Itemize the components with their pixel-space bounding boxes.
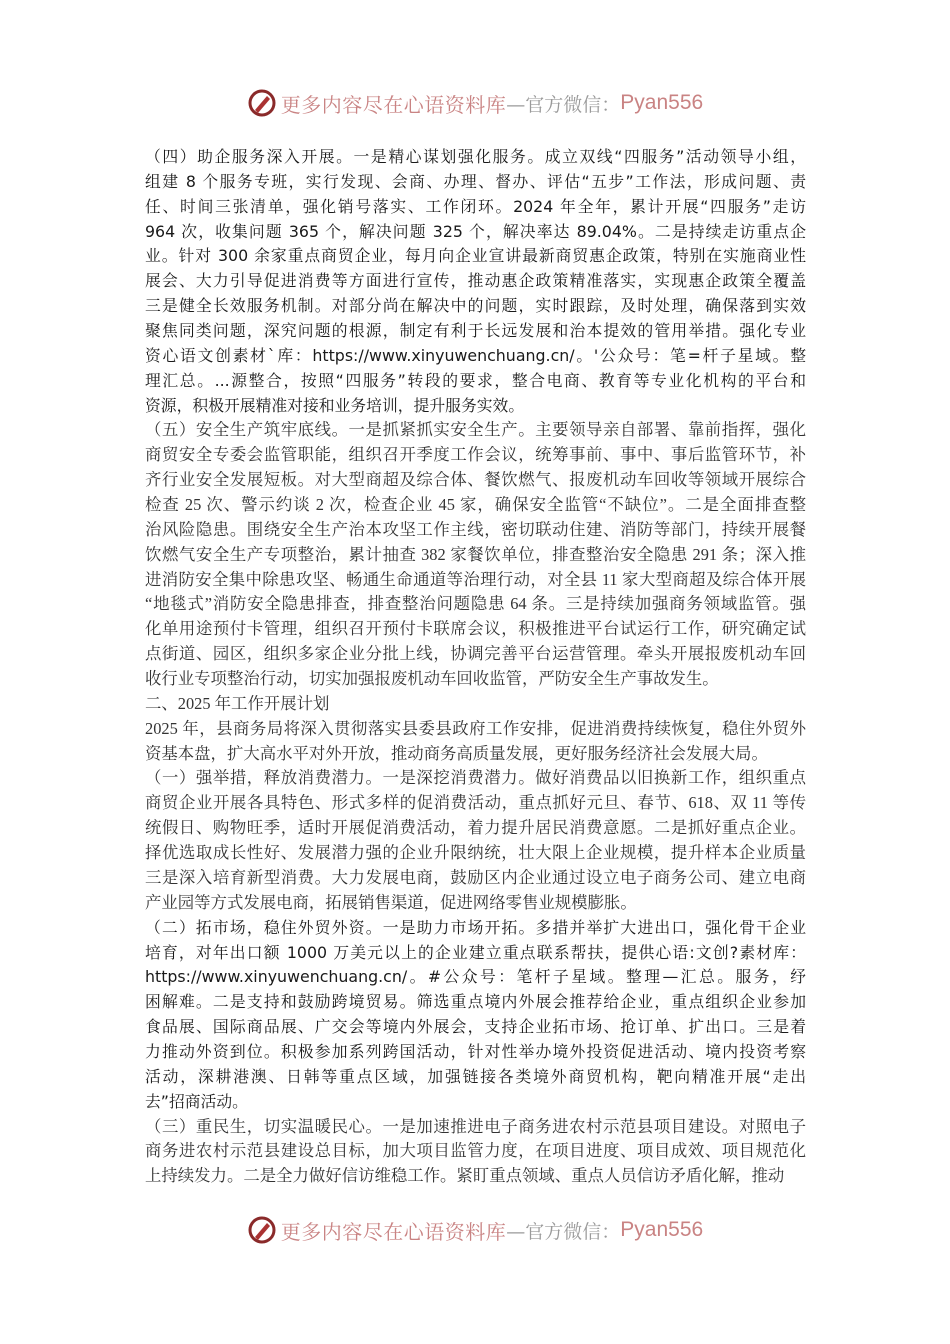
text-line: 上持续发力。二是全力做好信访维稳工作。紧盯重点领域、重点人员信访矛盾化解，推动: [145, 1166, 785, 1186]
text-line: “地毯式”消防安全隐患排查，排查整治问题隐患 64 条。三是持续加强商务领域监管。强: [145, 594, 806, 614]
text-line: 困解难。二是支持和鼓励跨境贸易。筛选重点境内外展会推荐给企业，重点组织企业参加: [145, 992, 806, 1012]
text-line: 商贸安全专委会监管职能，组织召开季度工作会议，统筹事前、事中、事后监管环节，补: [145, 445, 806, 465]
text-line: 964 次，收集问题 365 个，解决问题 325 个，解决率达 89.04%。二是持续走访重点企: [145, 221, 806, 241]
pen-logo-icon: [247, 88, 277, 118]
text-line: （二）拓市场，稳住外贸外资。一是助力市场开拓。多措并举扩大进出口，强化骨干企业: [145, 917, 806, 937]
watermark-contact-label: —官方微信：: [506, 93, 621, 116]
text-line: 三是健全长效服务机制。对部分尚在解决中的问题，实时跟踪，及时处理，确保落到实效: [145, 296, 806, 316]
text-line: 资源，积极开展精准对接和业务培训，提升服务实效。: [145, 395, 525, 415]
document-body: [145, 145, 806, 1189]
paragraph: [145, 766, 806, 915]
paragraph: [145, 145, 806, 418]
text-line: 检查 25 次、警示约谈 2 次，检查企业 45 家，确保安全监管“不缺位”。二是全面排查整: [145, 495, 806, 515]
text-line: 二、2025 年工作开展计划: [145, 693, 330, 713]
text-line: 三是深入培育新型消费。大力发展电商，鼓励区内企业通过设立电子商务公司、建立电商: [145, 867, 806, 887]
watermark-header: [0, 85, 950, 121]
paragraph: [145, 916, 806, 1115]
watermark-contact-label: —官方微信：: [506, 1220, 621, 1243]
text-line: 点街道、园区，组织多家企业分批上线，协调完善平台运营管理。牵头开展报废机动车回: [145, 644, 806, 664]
text-line: 组建 8 个服务专班，实行发现、会商、办理、督办、评估“五步”工作法，形成问题、责: [145, 171, 806, 191]
text-line: https://www.xinyuwenchuang.cn/。#公众号：笔杆子星域。整理—汇总。服务，纾: [145, 967, 806, 987]
paragraph: [145, 1115, 806, 1190]
watermark-text: 更多内容尽在心语资料库: [280, 1219, 507, 1244]
text-line: 聚焦同类问题，深究问题的根源，制定有利于长远发展和治本提效的管用举措。强化专业: [145, 321, 806, 341]
text-line: 任、时间三张清单，强化销号落实、工作闭环。2024 年全年，累计开展“四服务”走访: [145, 196, 806, 216]
text-line: 齐行业安全发展短板。对大型商超及综合体、餐饮燃气、报废机动车回收等领域开展综合: [145, 470, 806, 490]
text-line: 去”招商活动。: [145, 1091, 248, 1111]
text-line: （三）重民生，切实温暖民心。一是加速推进电子商务进农村示范县项目建设。对照电子: [145, 1116, 806, 1136]
text-line: 统假日、购物旺季，适时开展促消费活动，着力提升居民消费意愿。二是抓好重点企业。: [145, 818, 806, 838]
text-line: 2025 年，县商务局将深入贯彻落实县委县政府工作安排，促进消费持续恢复，稳住外贸外: [145, 718, 806, 738]
pen-logo-icon: [247, 1215, 277, 1245]
text-line: 食品展、国际商品展、广交会等境内外展会，支持企业拓市场、抢订单、扩出口。三是着: [145, 1017, 806, 1037]
paragraph: [145, 692, 806, 717]
text-line: 化单用途预付卡管理，组织召开预付卡联席会议，积极推进平台试运行工作，研究确定试: [145, 619, 806, 639]
text-line: （一）强举措，释放消费潜力。一是深挖消费潜力。做好消费品以旧换新工作，组织重点: [145, 768, 806, 788]
text-line: 进消防安全集中除患攻坚、畅通生命通道等治理行动，对全县 11 家大型商超及综合体开展: [145, 569, 806, 589]
text-line: 收行业专项整治行动，切实加强报废机动车回收监管，严防安全生产事故发生。: [145, 669, 719, 689]
text-line: 择优选取成长性好、发展潜力强的企业升限纳统，壮大限上企业规模，提升样本企业质量: [145, 843, 806, 863]
text-line: 治风险隐患。围绕安全生产治本攻坚工作主线，密切联动住建、消防等部门，持续开展餐: [145, 519, 806, 539]
text-line: 活动，深耕港澳、日韩等重点区域，加强链接各类境外商贸机构，靶向精准开展“走出: [145, 1066, 806, 1086]
text-line: 培育，对年出口额 1000 万美元以上的企业建立重点联系帮扶，提供心语:文创?素材库：: [145, 942, 806, 962]
paragraph: [145, 418, 806, 691]
text-line: 饮燃气安全生产专项整治，累计抽查 382 家餐饮单位，排查整治安全隐患 291 条；深入推: [145, 544, 806, 564]
text-line: 力推动外资到位。积极参加系列跨国活动，针对性举办境外投资促进活动、境内投资考察: [145, 1041, 806, 1061]
paragraph: [145, 717, 806, 767]
text-line: 产业园等方式发展电商，拓展销售渠道，促进网络零售业规模膨胀。: [145, 892, 637, 912]
text-line: 资基本盘，扩大高水平对外开放，推动商务高质量发展，更好服务经济社会发展大局。: [145, 743, 768, 763]
text-line: 展会、大力引导促进消费等方面进行宣传，推动惠企政策精准落实，实现惠企政策全覆盖: [145, 271, 806, 291]
text-line: 资心语文创素材`库：https://www.xinyuwenchuang.cn/。'公众号：笔=杆子星域。整: [145, 345, 806, 365]
watermark-text: 更多内容尽在心语资料库: [280, 92, 507, 117]
watermark-footer: [0, 1212, 950, 1248]
text-line: 理汇总。...源整合，按照“四服务”转段的要求，整合电商、教育等专业化机构的平台和: [145, 370, 806, 390]
watermark-wechat-id: Pyan556: [620, 91, 704, 114]
text-line: （四）助企服务深入开展。一是精心谋划强化服务。成立双线“四服务”活动领导小组，: [145, 147, 806, 166]
text-line: （五）安全生产筑牢底线。一是抓紧抓实安全生产。主要领导亲自部署、靠前指挥，强化: [145, 420, 806, 440]
watermark-wechat-id: Pyan556: [620, 1218, 704, 1241]
text-line: 商贸企业开展各具特色、形式多样的促消费活动，重点抓好元旦、春节、618、双 11 等传: [145, 793, 806, 813]
text-line: 业。针对 300 余家重点商贸企业，每月向企业宣讲最新商贸惠企政策，特别在实施商业性: [145, 246, 806, 266]
text-line: 商务进农村示范县建设总目标，加大项目监管力度，在项目进度、项目成效、项目规范化: [145, 1141, 806, 1161]
